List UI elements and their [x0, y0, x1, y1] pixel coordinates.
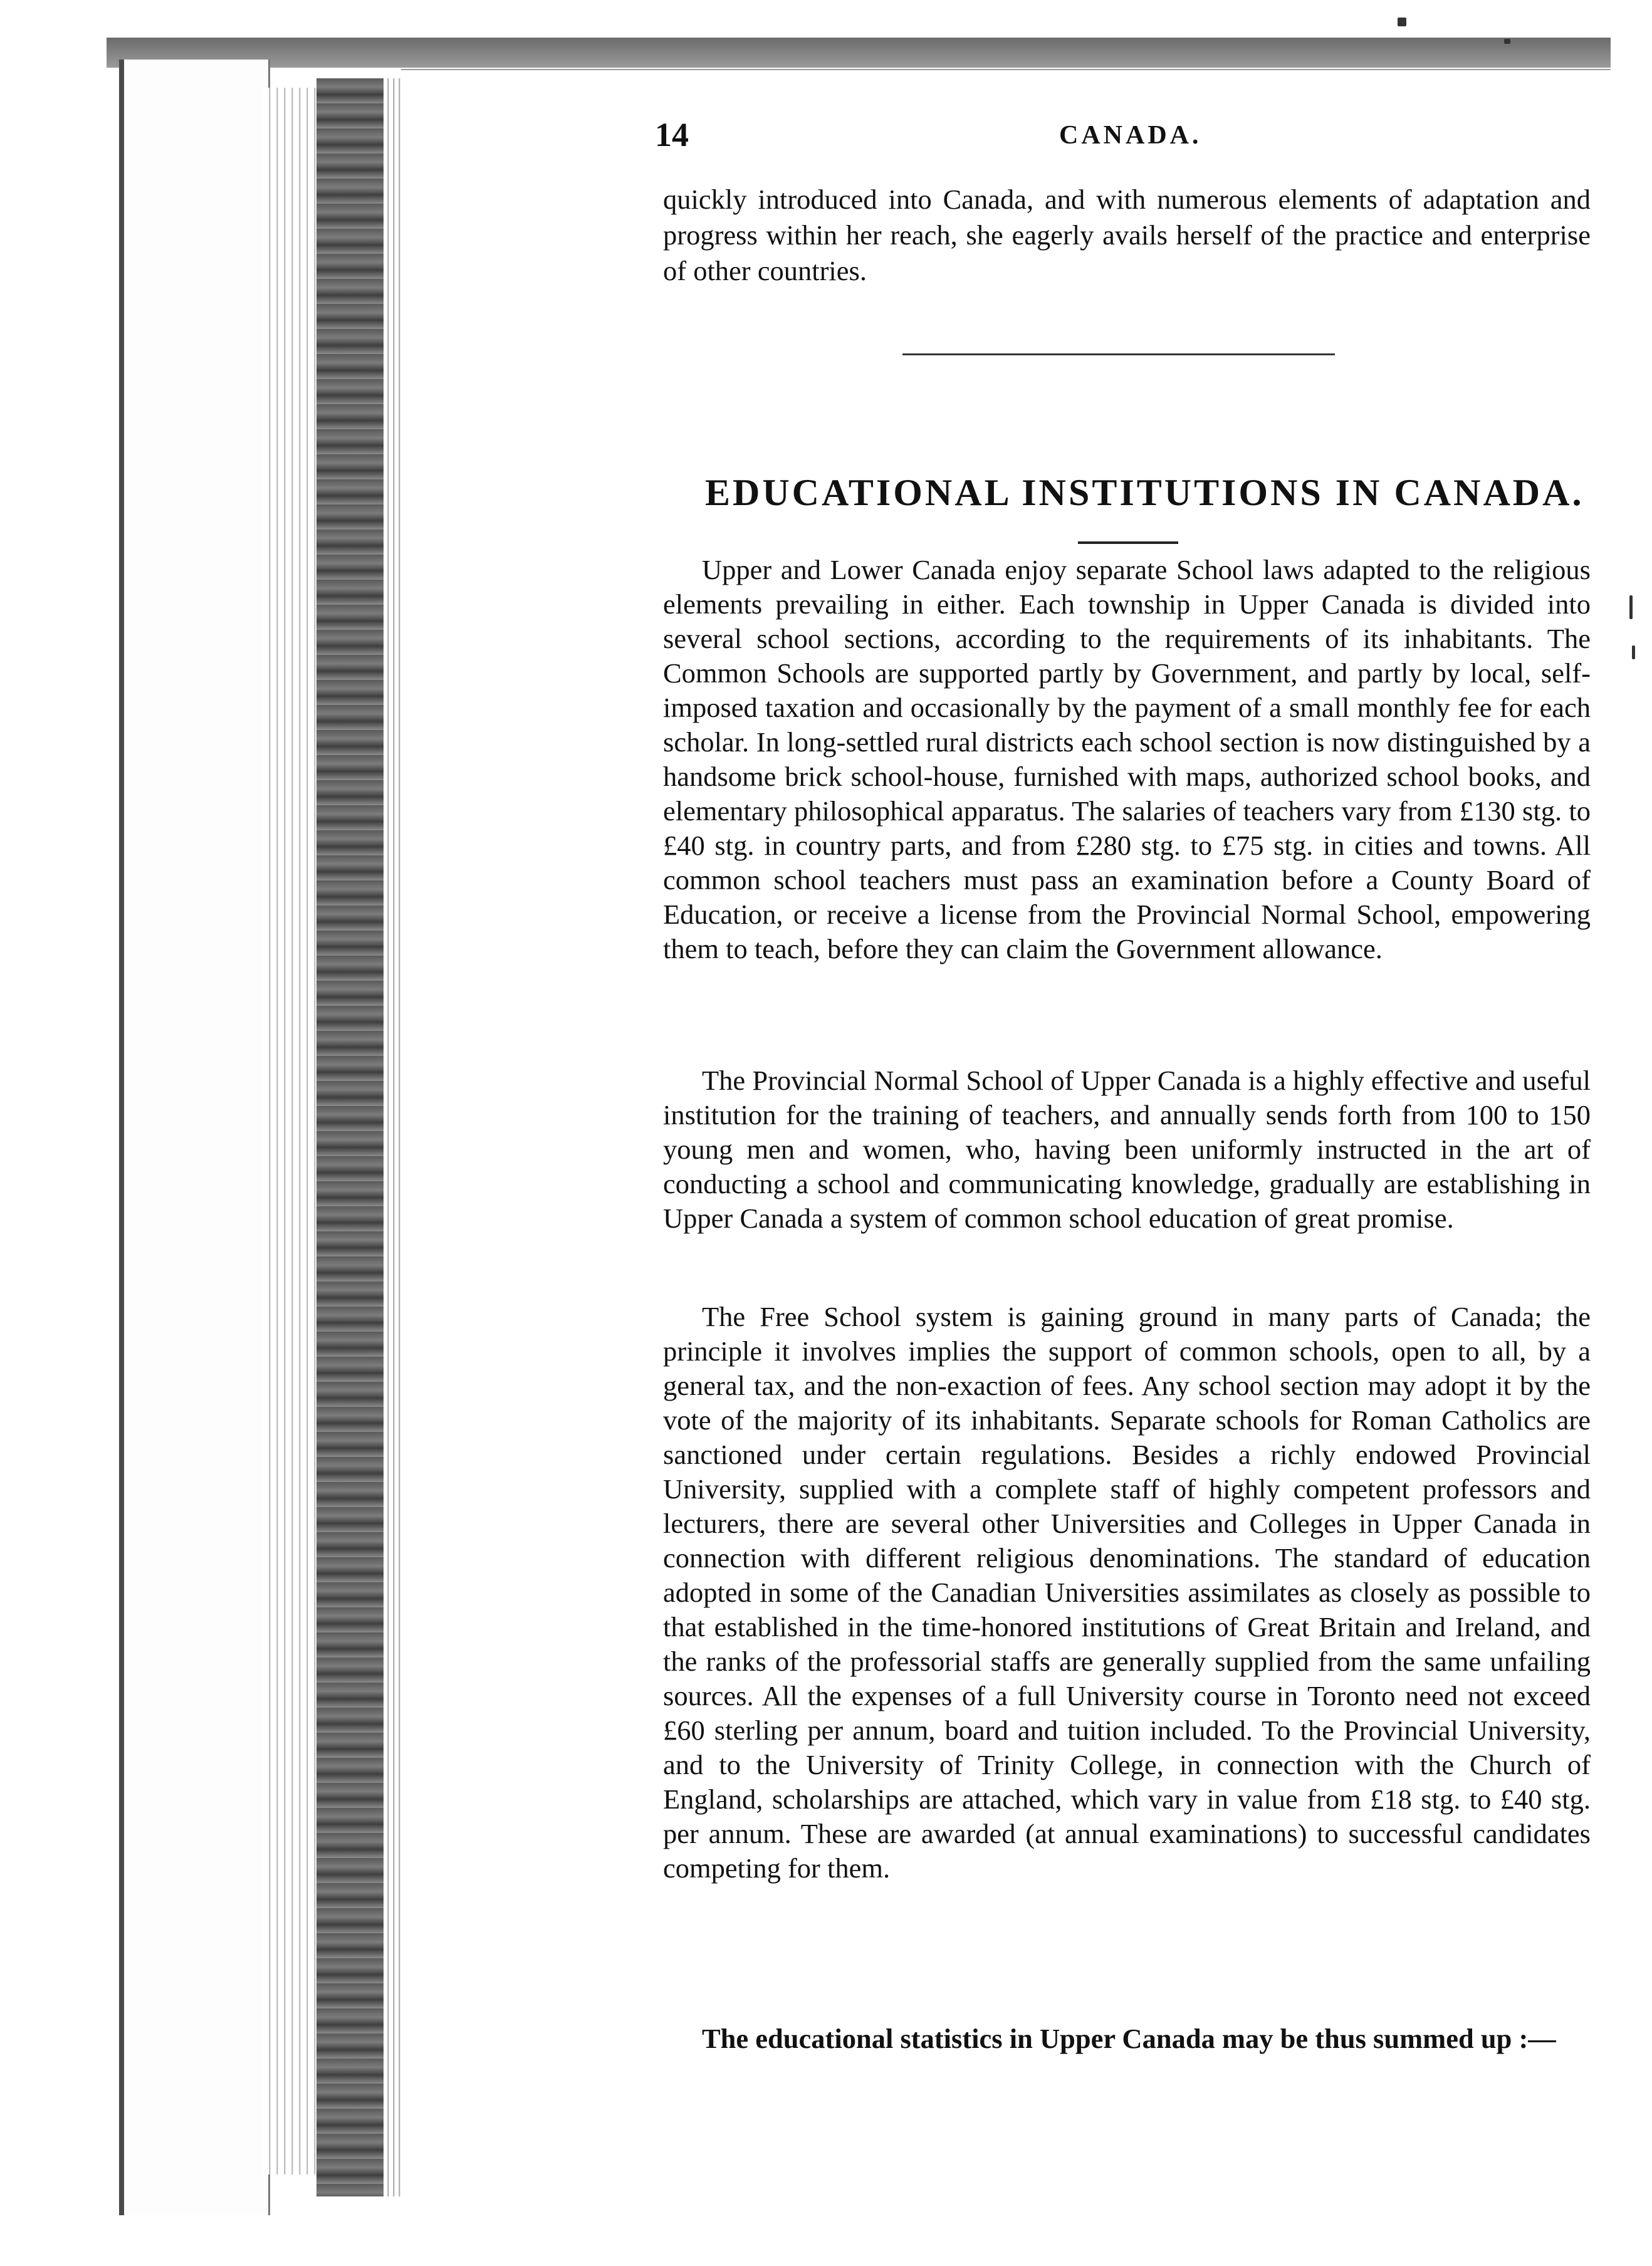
scan-border-top [107, 38, 1611, 68]
intro-paragraph: quickly introduced into Canada, and with numerous elements of adaptation and progress within her reach, she eagerly avails herself of the practice and enterprise of other countries. [663, 184, 1591, 286]
book-page [401, 69, 1611, 2201]
body-paragraph-closing: The educational statistics in Upper Canada may be thus summed up :— [702, 2023, 1556, 2054]
scan-speck [1629, 595, 1633, 619]
page-number: 14 [655, 116, 689, 154]
body-paragraph: Upper and Lower Canada enjoy separate School laws adapted to the religious elements prevailing in either. Each township in Upper Canada is divided into several school sections, according to the requirements of its inhabitants. The Common Schools are supported partly by Government, and partly by local, self-imposed taxation and occasionally by the payment of a small monthly fee for each scholar. In long-settled rural districts each school section is now distinguished by a handsome brick school-house, furnished with maps, authorized school books, and elementary philosophical apparatus. The salaries of teachers vary from £130 stg. to £40 stg. in country parts, and from £280 stg. to £75 stg. in cities and towns. All common school teachers must pass an examination before a County Board of Education, or receive a license from the Provincial Normal School, empowering them to teach, before they can claim the Government allowance. [663, 554, 1591, 964]
page-edges-left [263, 88, 320, 2175]
scan-speck [1504, 39, 1510, 44]
section-title: EDUCATIONAL INSTITUTIONS IN CANADA. [705, 472, 1584, 513]
scan-speck [1398, 18, 1406, 26]
body-paragraph: The Free School system is gaining ground in many parts of Canada; the principle it involves implies the support of common schools, open to all, by a general tax, and the non-exaction of fees. Any school section may adopt it by the vote of the majority of its inhabitants. Separate schools for Roman Catholics are sanctioned under certain regulations. Besides a richly endowed Provincial University, supplied with a complete staff of highly competent professors and lecturers, there are several other Universities and Colleges in Upper Canada in connection with different religious denominations. The standard of education adopted in some of the Canadian Universities assimilates as closely as possible to that established in the time-honored institutions of Great Britain and Ireland, and the ranks of the professorial staffs are generally supplied from the same unfailing sources. All the expenses of a full University course in Toronto need not exceed £60 sterling per annum, board and tuition included. To the Provincial University, and to the University of Trinity College, in connection with the Church of England, scholarships are attached, which vary in value from £18 stg. to £40 stg. per annum. These are awarded (at annual examinations) to successful candidates competing for them. [663, 1301, 1591, 1884]
book-spine [316, 78, 388, 2196]
body-paragraph: The Provincial Normal School of Upper Canada is a highly effective and useful institution for the training of teachers, and annually sends forth from 100 to 150 young men and women, who, having been uniformly instructed in the art of conducting a school and communicating knowledge, gradually are establishing in Upper Canada a system of common school education of great promise. [663, 1065, 1591, 1234]
book-binding-board [119, 60, 270, 2215]
scan-speck [1632, 645, 1635, 659]
title-underline [1078, 541, 1178, 544]
running-head: CANADA. [1059, 121, 1202, 150]
section-divider-rule [902, 353, 1335, 355]
